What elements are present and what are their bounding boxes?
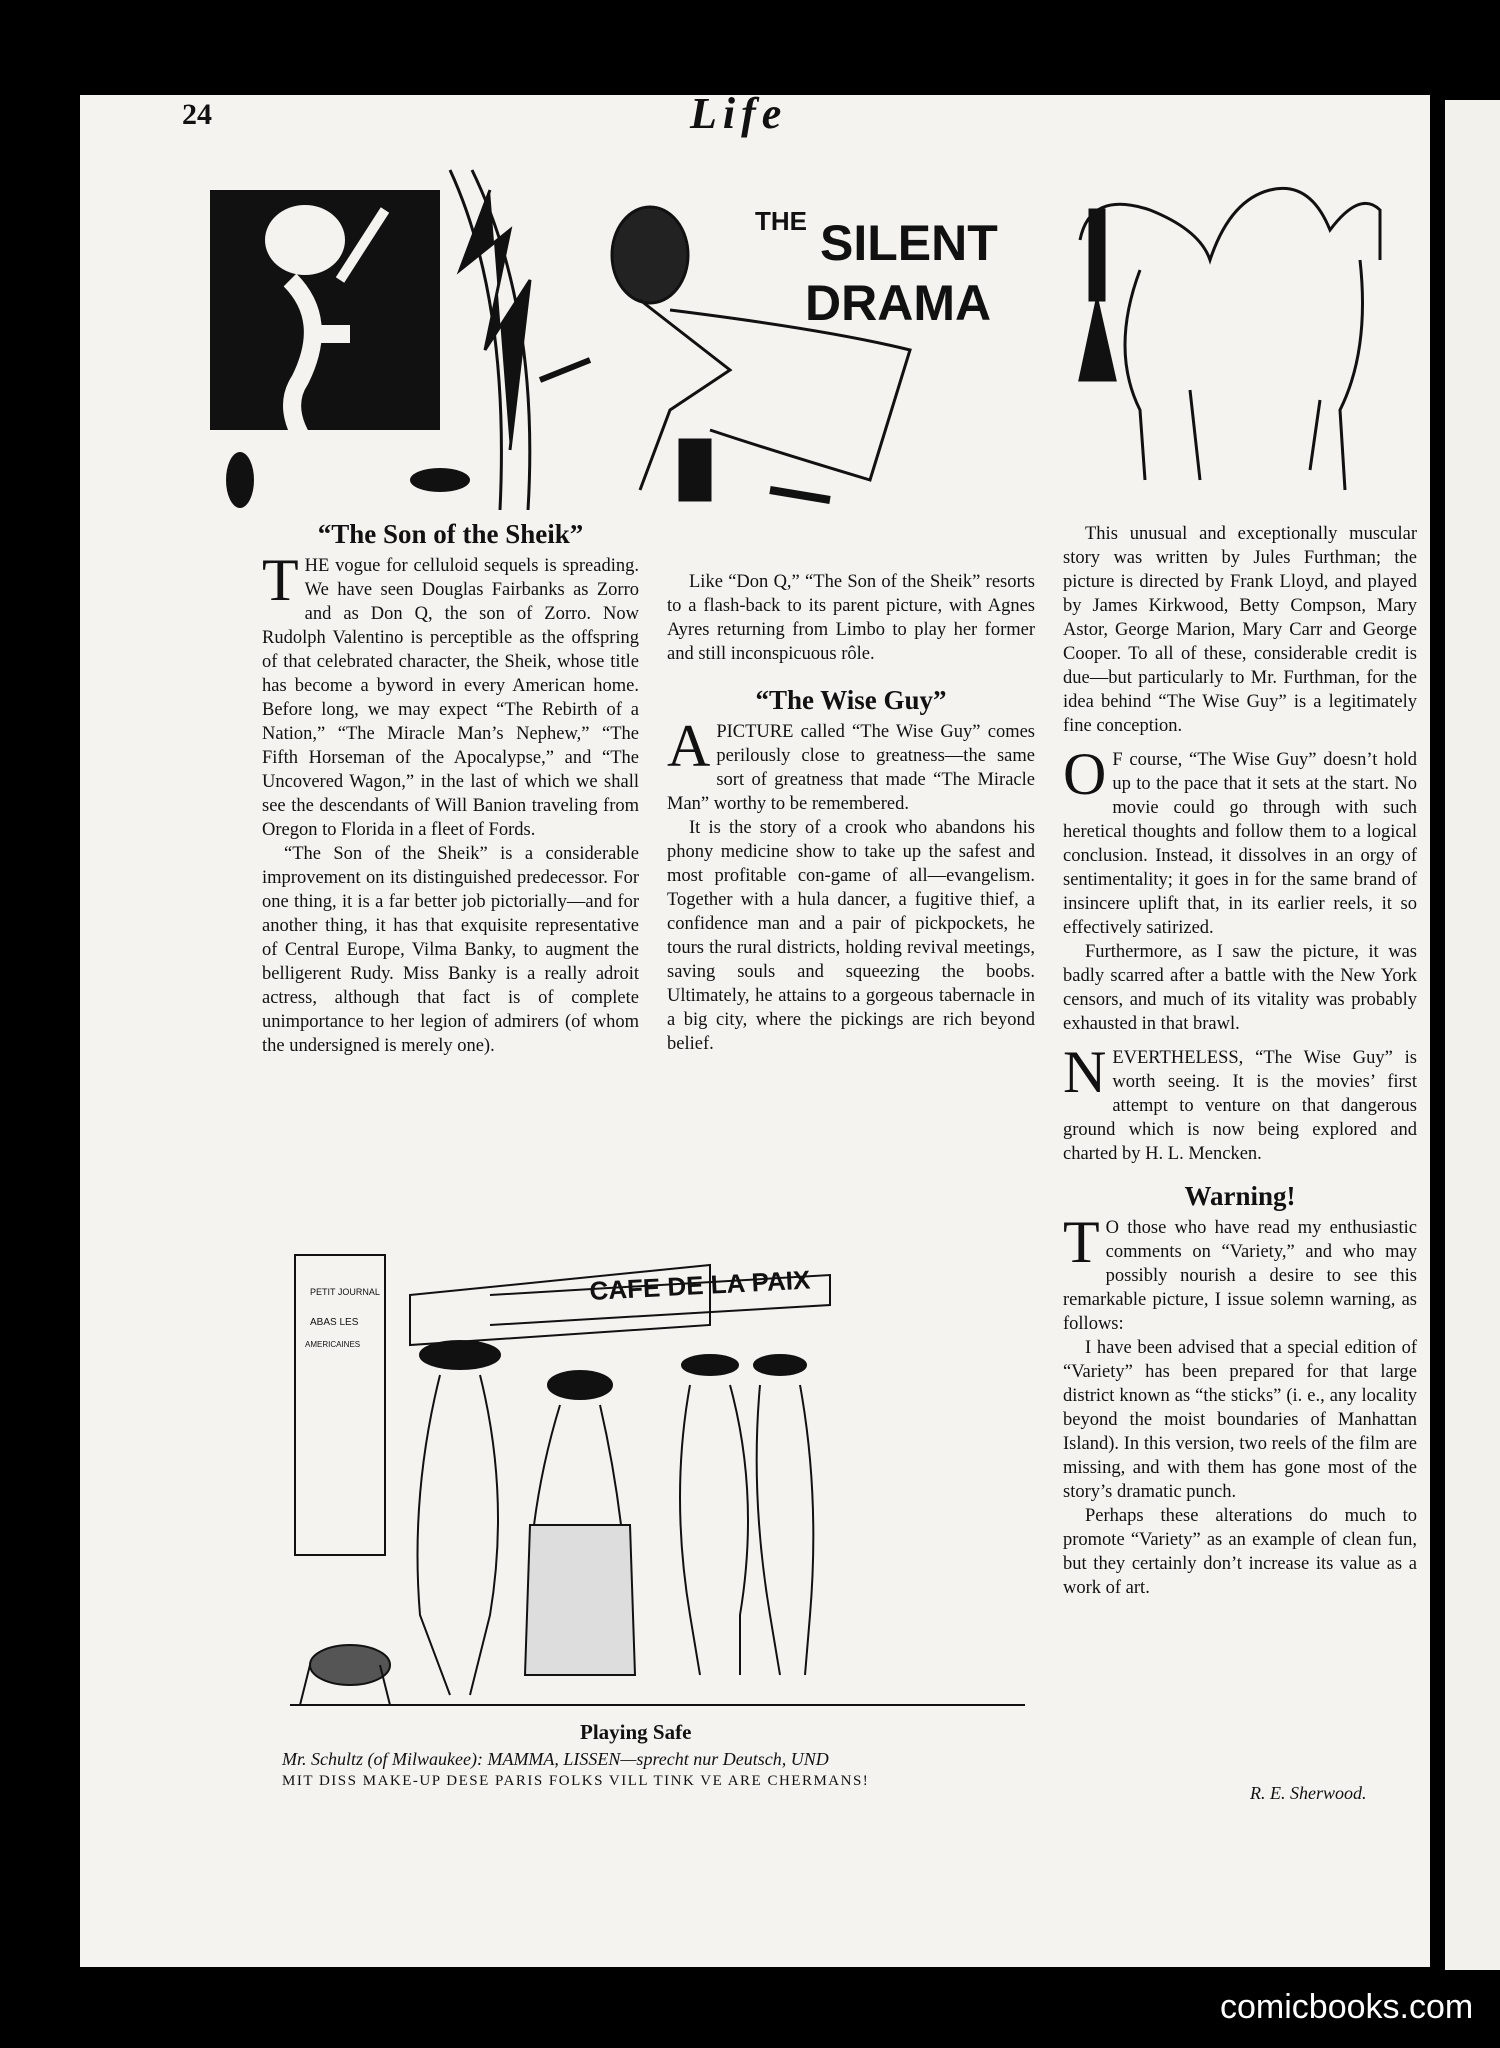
cartoon-caption-line-1: Mr. Schultz (of Milwaukee): MAMMA, LISSEN—sprecht nur Deutsch, UND bbox=[282, 1749, 829, 1769]
warning-paragraph-1 bbox=[1063, 1209, 1417, 1336]
drop-cap: A bbox=[667, 713, 711, 779]
wise-guy-paragraph-3: This unusual and exceptionally muscular story was written by Jules Furthman; the picture is directed by Frank Lloyd, and played by James Kirkwood, Betty Compson, Mary Astor, George Marion, Mary Carr and George Cooper. To all of these, considerable credit is due—but particularly to Mr. Furthman, for the idea behind “The Wise Guy” is a legitimately fine conception. bbox=[1063, 524, 1417, 736]
wise-guy-paragraph-5: Furthermore, as I saw the picture, it was badly scarred after a battle with the New York censors, and much of its vitality was probably exhausted in that brawl. bbox=[1063, 942, 1417, 1034]
warning-heading: Warning! bbox=[1184, 1181, 1296, 1211]
cafe-sign: CAFE DE LA PAIX bbox=[588, 1264, 812, 1306]
column-continuation-spacer bbox=[667, 522, 1035, 570]
cartoon-illustration bbox=[290, 1235, 1025, 1715]
wise-guy-paragraph-1 bbox=[667, 713, 1035, 816]
paragraph-text: PICTURE called “The Wise Guy” comes perilously close to greatness—the same sort of greatness that made “The Miracle Man” worthy to be remembered. bbox=[667, 722, 1035, 814]
poster-text-3: AMERICAINES bbox=[305, 1340, 361, 1349]
cartoon-title: Playing Safe bbox=[580, 1720, 692, 1744]
curtain-drawing bbox=[450, 170, 530, 510]
banner-illustration bbox=[210, 150, 1405, 510]
banner-title-line1: SILENT bbox=[820, 215, 998, 271]
drop-cap: N bbox=[1063, 1039, 1107, 1105]
watermark: comicbooks.com bbox=[1220, 1988, 1474, 2026]
silent-drama-banner bbox=[210, 150, 1405, 510]
warning-paragraph-3: Perhaps these alterations do much to promote “Variety” as an example of clean fun, but they certainly don’t increase its value as a work of art. bbox=[1063, 1506, 1417, 1598]
wise-guy-heading: “The Wise Guy” bbox=[755, 685, 947, 715]
wise-guy-paragraph-6 bbox=[1063, 1039, 1417, 1166]
masthead: Life bbox=[690, 89, 788, 138]
drop-cap: T bbox=[1063, 1209, 1100, 1275]
banner-title-small: THE bbox=[755, 206, 807, 236]
byline: R. E. Sherwood. bbox=[1250, 1783, 1367, 1803]
son-of-sheik-paragraph-1 bbox=[262, 547, 639, 842]
son-of-sheik-paragraph-3: Like “Don Q,” “The Son of the Sheik” resorts to a flash-back to its parent picture, with Agnes Ayres returning from Limbo to play her former and still inconspicuous rôle. bbox=[667, 572, 1035, 664]
dancer-drawing bbox=[210, 190, 470, 508]
paragraph-text: O those who have read my enthusiastic comments on “Variety,” and who may possibly nourish a desire to see this remarkable picture, I issue solemn warning, as follows: bbox=[1063, 1218, 1417, 1334]
column-1 bbox=[262, 519, 639, 1058]
playing-safe-cartoon bbox=[290, 1235, 1025, 1715]
poster-text-1: PETIT JOURNAL bbox=[310, 1287, 380, 1297]
page-number: 24 bbox=[182, 98, 212, 131]
warning-paragraph-2: I have been advised that a special edition of “Variety” has been prepared for that large district known as “the sticks” (i. e., any locality beyond the moist boundaries of Manhattan Island). In this version, two reels of the film are missing, and with them has gone most of the story’s dramatic punch. bbox=[1063, 1338, 1417, 1502]
wise-guy-paragraph-2: It is the story of a crook who abandons his phony medicine show to take up the safest and most profitable con-game of all—evangelism. Together with a hula dancer, a fugitive thief, a confidence man and a pair of pickpockets, he tours the rural districts, holding revival meetings, saving souls and squeezing the boobs. Ultimately, he attains to a gorgeous tabernacle in a big city, where the pickings are rich beyond belief. bbox=[667, 818, 1035, 1054]
adjacent-page-edge bbox=[1445, 100, 1500, 1970]
banner-title-line2: DRAMA bbox=[805, 275, 992, 331]
son-of-sheik-heading: “The Son of the Sheik” bbox=[317, 519, 584, 549]
poster-text-2: ABAS LES bbox=[310, 1317, 359, 1328]
paragraph-text: F course, “The Wise Guy” doesn’t hold up to the pace that it sets at the start. No movie could go through with such heretical thoughts and follow them to a logical conclusion. Instead, it dissolves in an orgy of sentimentality; it goes in for the same brand of insincere uplift that, in its earlier reels, it so effectively satirized. bbox=[1063, 750, 1417, 938]
cartoon-caption-line-2: MIT DISS MAKE-UP DESE PARIS FOLKS VILL TINK VE ARE CHERMANS! bbox=[282, 1773, 870, 1789]
column-2 bbox=[667, 522, 1035, 1056]
column-3 bbox=[1063, 522, 1417, 1600]
drop-cap: T bbox=[262, 547, 299, 613]
wise-guy-paragraph-4 bbox=[1063, 741, 1417, 940]
son-of-sheik-paragraph-2: “The Son of the Sheik” is a considerable improvement on its distinguished predecessor. For one thing, it is a far better job pictorially—and for another thing, it has that exquisite representative of Central Europe, Vilma Banky, to augment the belligerent Rudy. Miss Banky is a really adroit actress, although that fact is of complete unimportance to her legion of admirers (of whom the undersigned is merely one). bbox=[262, 844, 639, 1056]
drop-cap: O bbox=[1063, 741, 1107, 807]
paragraph-text: EVERTHELESS, “The Wise Guy” is worth seeing. It is the movies’ first attempt to venture on that dangerous ground which is now being explored and charted by H. L. Mencken. bbox=[1063, 1048, 1417, 1164]
camel-drawing bbox=[1080, 188, 1380, 490]
paragraph-text: HE vogue for celluloid sequels is spreading. We have seen Douglas Fairbanks as Zorro and as Don Q, the son of Zorro. Now Rudolph Valentino is perceptible as the offspring of that celebrated character, the Sheik, whose title has become a byword in every American home. Before long, we may expect “The Rebirth of a Nation,” “The Miracle Man’s Nephew,” “The Fifth Horseman of the Apocalypse,” and “The Uncovered Wagon,” in the last of which we shall see the descendants of Will Banion traveling from Oregon to Florida in a fleet of Fords. bbox=[262, 556, 639, 840]
